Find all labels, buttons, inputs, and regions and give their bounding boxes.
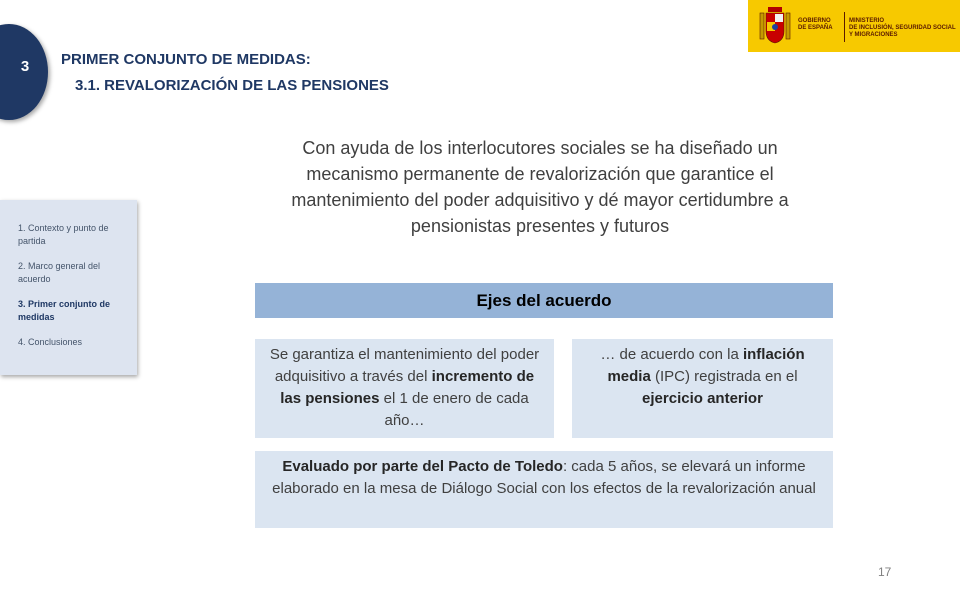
sidebar-item-marco[interactable]: 2. Marco general del acuerdo	[18, 261, 101, 284]
intro-text: Con ayuda de los interlocutores sociales se ha diseñado un mecanismo permanente de revalorización que garantice el mantenimiento del poder adquisitivo y dé mayor certidumbre a pensionistas presentes y futuros	[291, 138, 789, 236]
section-subtitle: 3.1. REVALORIZACIÓN DE LAS PENSIONES	[75, 77, 389, 94]
eje-left-text-2: el 1 de enero de cada año…	[379, 390, 529, 429]
eje-bottom-text-1: : cada 5 años, se elevará un informe elaborado en la mesa de Diálogo Social con los efectos de la revalorización anual	[272, 458, 816, 497]
logo-gobierno-text: GOBIERNO DE ESPAÑA	[798, 18, 833, 31]
section-title: PRIMER CONJUNTO DE MEDIDAS:	[61, 51, 311, 68]
eje-right-bold-1: inflación media	[607, 346, 805, 385]
page-number: 17	[878, 565, 892, 579]
eje-right-bold-2: ejercicio anterior	[642, 390, 763, 407]
logo-divider	[844, 12, 845, 42]
ejes-header: Ejes del acuerdo	[255, 283, 833, 318]
logo-ministerio-text: MINISTERIO DE INCLUSIÓN, SEGURIDAD SOCIAL Y MIGRACIONES	[849, 18, 956, 38]
eje-left-text-1: Se garantiza el mantenimiento del poder adquisitivo a través del	[269, 346, 540, 385]
eje-box-bottom	[255, 451, 833, 528]
agenda-sidebar	[0, 200, 137, 375]
eje-left-bold-1: incremento de las pensiones	[280, 368, 535, 407]
government-logo	[748, 0, 960, 52]
sidebar-item-contexto[interactable]: 1. Contexto y punto de partida	[18, 223, 109, 246]
eje-right-text-1: … de acuerdo con la	[600, 346, 743, 363]
sidebar-item-conclusiones[interactable]: 4. Conclusiones	[18, 337, 83, 347]
section-number: 3	[20, 58, 30, 75]
coat-of-arms-icon	[758, 5, 792, 45]
sidebar-item-medidas[interactable]: 3. Primer conjunto de medidas	[18, 299, 111, 322]
eje-box-left	[255, 339, 554, 438]
eje-bottom-bold-1: Evaluado por parte del Pacto de Toledo	[282, 458, 563, 475]
eje-box-right	[572, 339, 833, 438]
eje-right-text-2: (IPC) registrada en el	[650, 368, 798, 385]
